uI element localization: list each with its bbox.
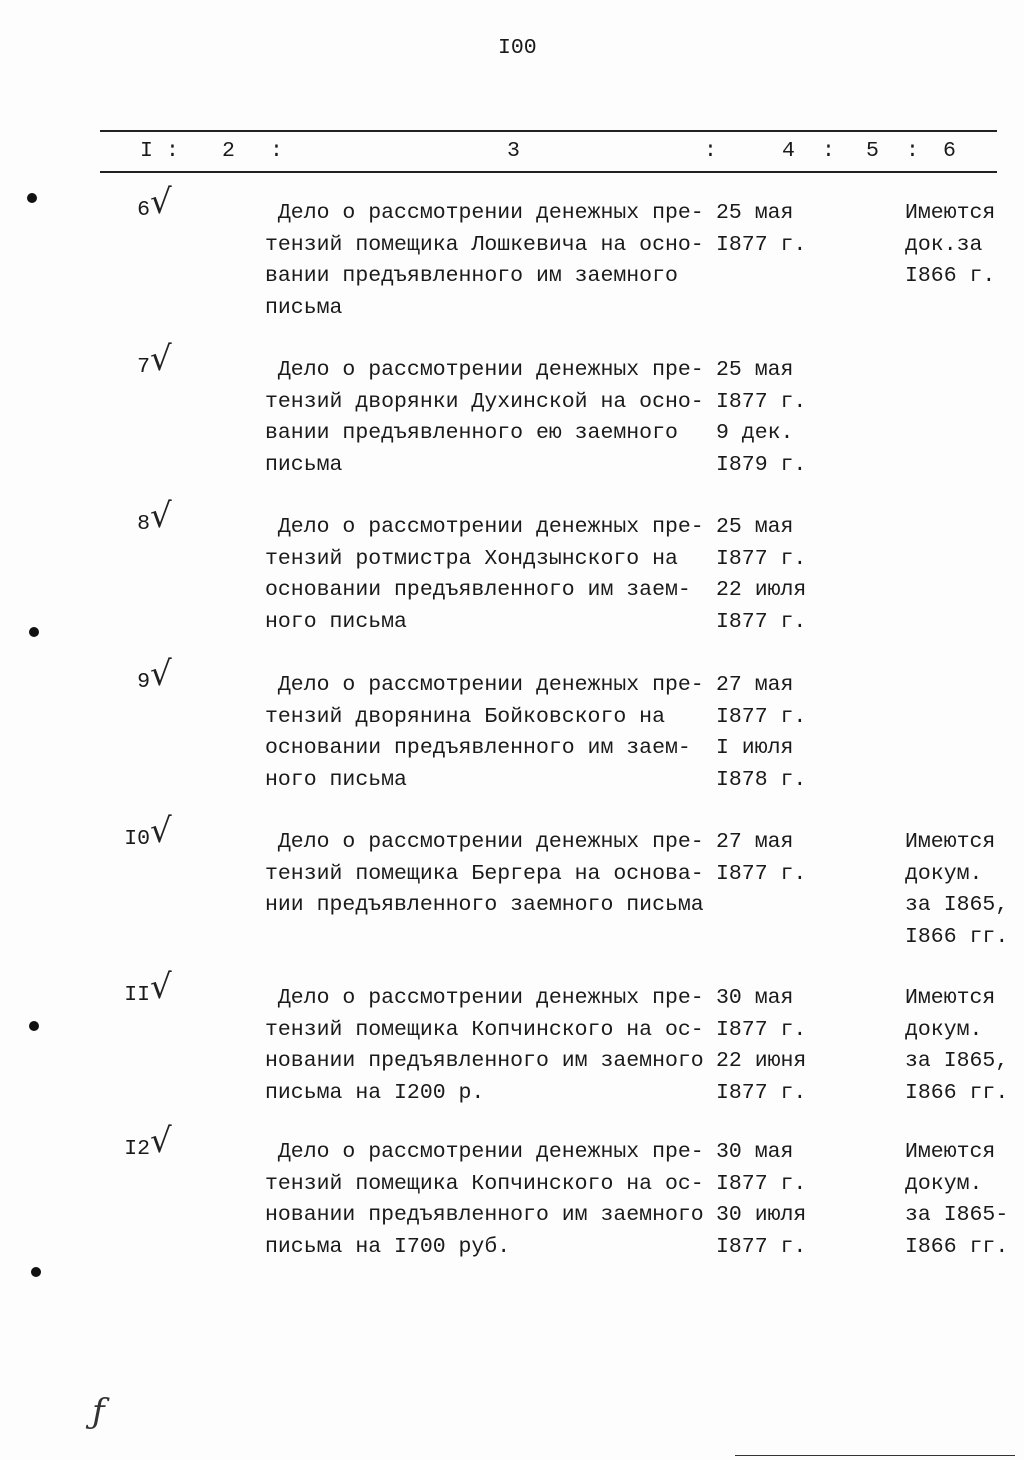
case-dates: [716, 1137, 806, 1263]
case-dates-line: I июля: [716, 736, 794, 760]
case-note-line: докум.: [905, 1171, 983, 1196]
case-description-line: тензий ротмистра Хондзынского на: [265, 546, 678, 571]
table-row: [0, 967, 1024, 1133]
handwritten-mark: ƒ: [92, 1392, 105, 1432]
case-dates-line: I877 г.: [716, 232, 807, 257]
case-dates-line: I877 г.: [716, 609, 807, 634]
case-dates: [716, 827, 806, 890]
case-description-line: вании предъявленного им заемного: [265, 264, 678, 288]
case-description-line: Дело о рассмотрении денежных пре-: [265, 358, 704, 382]
case-description-line: тензий дворянина Бойковского на: [265, 704, 665, 729]
case-note-line: Имеются: [905, 1140, 996, 1164]
case-dates-line: I877 г.: [716, 1171, 807, 1196]
case-description-line: тензий помещика Копчинского на ос-: [265, 1171, 704, 1196]
case-dates-line: 30 мая: [716, 986, 794, 1010]
case-description-line: Дело о рассмотрении денежных пре-: [265, 830, 704, 854]
case-dates-line: 30 июля: [716, 1203, 807, 1227]
case-description-line: новании предъявленного им заемного: [265, 1203, 704, 1227]
item-number: II: [124, 983, 150, 1007]
table-row: [0, 182, 1024, 348]
table-header-rule: [100, 171, 997, 173]
case-dates-line: 22 июля: [716, 578, 807, 602]
case-description-line: нии предъявленного заемного письма: [265, 893, 704, 917]
case-dates-line: 25 мая: [716, 201, 794, 225]
checkmark-icon: √: [150, 654, 172, 694]
case-note-line: I866 гг.: [905, 1234, 1009, 1259]
checkmark-icon: √: [150, 339, 172, 379]
header-col-5: 5: [866, 139, 879, 163]
case-note-line: I866 гг.: [905, 924, 1009, 949]
case-description-line: вании предъявленного ею заемного: [265, 421, 678, 445]
case-note-line: док.за: [905, 232, 983, 257]
case-note: [905, 198, 995, 293]
case-description-line: письма на I700 руб.: [265, 1234, 511, 1259]
case-description-line: тензий дворянки Духинской на осно-: [265, 389, 704, 414]
table-row: [0, 654, 1024, 820]
case-dates-line: 22 июня: [716, 1049, 807, 1073]
bottom-rule: [735, 1455, 1015, 1456]
header-col-3: 3: [507, 139, 520, 163]
binding-hole-mark: [31, 1267, 41, 1277]
case-note-line: Имеются: [905, 830, 996, 854]
header-col-2: 2: [222, 139, 235, 163]
case-note-line: за I865-: [905, 1203, 1009, 1227]
binding-hole-mark: [29, 1021, 39, 1031]
case-description-line: Дело о рассмотрении денежных пре-: [265, 986, 704, 1010]
case-description-line: ного письма: [265, 609, 407, 634]
case-description: [265, 1137, 704, 1263]
case-dates-line: I878 г.: [716, 767, 807, 792]
item-number: 9: [137, 670, 150, 694]
case-dates-line: 25 мая: [716, 515, 794, 539]
case-description: [265, 512, 704, 638]
item-number: I0: [124, 827, 150, 851]
case-dates: [716, 198, 806, 261]
case-note-line: I866 г.: [905, 264, 996, 288]
table-row: [0, 496, 1024, 662]
case-note-line: I866 гг.: [905, 1080, 1009, 1105]
case-description: [265, 827, 704, 922]
header-col-1: I: [140, 139, 153, 163]
case-dates-line: I877 г.: [716, 389, 807, 414]
table-row: [0, 339, 1024, 505]
case-note: [905, 827, 1008, 953]
case-dates: [716, 983, 806, 1109]
case-note: [905, 1137, 1008, 1263]
case-dates: [716, 670, 806, 796]
case-description-line: тензий помещика Лошкевича на осно-: [265, 232, 704, 257]
item-number: I2: [124, 1137, 150, 1161]
case-dates-line: I877 г.: [716, 1080, 807, 1105]
case-description-line: тензий помещика Копчинского на ос-: [265, 1017, 704, 1042]
header-sep: :: [166, 139, 179, 163]
case-description-line: основании предъявленного им заем-: [265, 736, 691, 760]
header-sep: :: [270, 139, 283, 163]
case-dates-line: I877 г.: [716, 1017, 807, 1042]
case-dates-line: 9 дек.: [716, 421, 794, 445]
case-description-line: новании предъявленного им заемного: [265, 1049, 704, 1073]
checkmark-icon: √: [150, 811, 172, 851]
case-description: [265, 670, 704, 796]
case-dates: [716, 512, 806, 638]
table-row: [0, 1121, 1024, 1287]
case-description-line: письма: [265, 295, 343, 320]
header-sep: :: [822, 139, 835, 163]
case-dates-line: 30 мая: [716, 1140, 794, 1164]
case-note-line: за I865,: [905, 893, 1009, 917]
checkmark-icon: √: [150, 496, 172, 536]
case-description: [265, 355, 704, 481]
table-row: [0, 811, 1024, 977]
case-note-line: докум.: [905, 1017, 983, 1042]
header-col-6: 6: [943, 139, 956, 163]
case-note-line: Имеются: [905, 201, 996, 225]
case-description-line: Дело о рассмотрении денежных пре-: [265, 201, 704, 225]
case-description-line: ного письма: [265, 767, 407, 792]
table-top-rule: [100, 130, 997, 132]
case-dates-line: I877 г.: [716, 1234, 807, 1259]
binding-hole-mark: [29, 627, 39, 637]
case-dates-line: 27 мая: [716, 673, 794, 697]
header-col-4: 4: [782, 139, 795, 163]
case-description-line: основании предъявленного им заем-: [265, 578, 691, 602]
case-description-line: письма на I200 р.: [265, 1080, 485, 1105]
case-dates-line: I877 г.: [716, 861, 807, 886]
case-description: [265, 983, 704, 1109]
case-description-line: тензий помещика Бергера на основа-: [265, 861, 704, 886]
case-description-line: Дело о рассмотрении денежных пре-: [265, 515, 704, 539]
case-dates-line: I879 г.: [716, 452, 807, 477]
case-note: [905, 983, 1008, 1109]
item-number: 8: [137, 512, 150, 536]
header-sep: :: [906, 139, 919, 163]
header-sep: :: [704, 139, 717, 163]
case-description: [265, 198, 704, 324]
checkmark-icon: √: [150, 967, 172, 1007]
item-number: 6: [137, 198, 150, 222]
binding-hole-mark: [27, 193, 37, 203]
checkmark-icon: √: [150, 182, 172, 222]
case-dates: [716, 355, 806, 481]
case-note-line: докум.: [905, 861, 983, 886]
case-dates-line: I877 г.: [716, 546, 807, 571]
case-dates-line: I877 г.: [716, 704, 807, 729]
case-description-line: Дело о рассмотрении денежных пре-: [265, 1140, 704, 1164]
case-description-line: письма: [265, 452, 343, 477]
case-dates-line: 27 мая: [716, 830, 794, 854]
case-description-line: Дело о рассмотрении денежных пре-: [265, 673, 704, 697]
page-number: I00: [498, 36, 537, 60]
case-note-line: Имеются: [905, 986, 996, 1010]
case-dates-line: 25 мая: [716, 358, 794, 382]
case-note-line: за I865,: [905, 1049, 1009, 1073]
item-number: 7: [137, 355, 150, 379]
checkmark-icon: √: [150, 1121, 172, 1161]
